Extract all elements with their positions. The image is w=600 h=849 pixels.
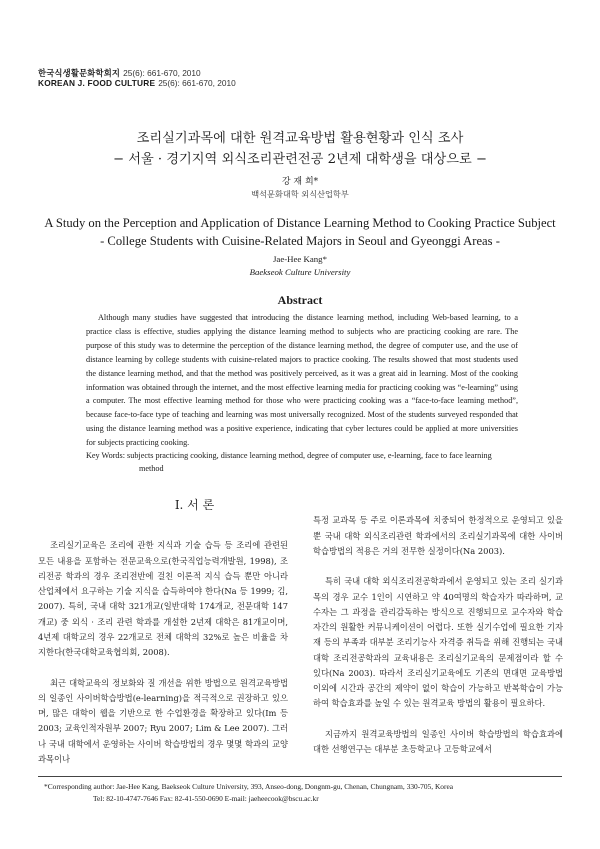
footnote-divider xyxy=(38,776,562,777)
paragraph: 조리실기교육은 조리에 관한 지식과 기술 습득 등 조리에 관련된 모든 내용을 포함하는 전문교육으로(한국직업능력개발원, 1998), 조리전공 학과의 경우 조리전반에 걸친 이론적 지식 습득 뿐만 아니라 산업체에서 요구하는 기술 지식을 습득하여야 한다(Na 등 1999; 김, 2007). 특히, 국내 대학 321개교(일반대학 174개교, 전문대학 147개교) 중 외식 · 조리 관련 학과를 개설한 2년제 대학은 81개교이며, 4년제 대학교의 경우 22개교로 전체 대학의 32%로 높은 비율을 차지한다(한국대학교육협의회, 2008). xyxy=(38,540,288,657)
paragraph: 지금까지 원격교육방법의 일종인 사이버 학습방법의 학습효과에 대한 선행연구는 대부분 초등학교나 고등학교에서 xyxy=(313,728,563,754)
affiliation-en: Baekseok Culture University xyxy=(249,267,351,277)
keywords xyxy=(86,450,518,475)
subtitle-kr: − 서울 · 경기지역 외식조리관련전공 2년제 대학생을 대상으로 − xyxy=(113,152,487,167)
right-column xyxy=(313,498,563,773)
subtitle-en: - College Students with Cuisine-Related Majors in Seoul and Gyeonggi Areas - xyxy=(100,234,500,248)
left-column xyxy=(38,523,288,782)
keywords-text: subjects practicing cooking, distance learning method, degree of computer use, e-learning, face to face learning method xyxy=(127,451,492,473)
abstract-body: Although many studies have suggested that introducing the distance learning method, including Web-based learning, to a practice class is effective, studies applying the distance learning method to subjects who are practicing cooking are rare. The purpose of this study was to determine the perception of the distance learning method, the degree of computer use, and the use of distance learning by college students with cuisine-related majors to practice cooking. The results showed that most students used the distance learning method, and that the method was positively perceived, as it was a great aid in learning. Most of the cooking information was obtained through the internet, and the most effective learning media for practicing cooking was “e-learning” using a computer. The most effective learning method for those who were practicing cooking was a “face-to-face learning method”, because face-to-face type of teaching and learning was most universally recognized. Most of the students surveyed responded that using the distance learning method was a positive experience, indicating that cyber lectures could be applied at more universities for subjects practicing cooking. xyxy=(86,313,518,448)
journal-header-en xyxy=(38,78,236,88)
abstract-heading: Abstract xyxy=(277,293,323,307)
footnote-contact: Tel: 82-10-4747-7646 Fax: 82-41-550-0690 E-mail: jaeheecook@bscu.ac.kr xyxy=(93,794,319,803)
paragraph: 최근 대학교육의 정보화와 질 개선을 위한 방법으로 원격교육방법의 일종인 사이버학습방법(e-learning)을 적극적으로 권장하고 있으며, 많은 대학이 웹을 기반으로 한 수업환경을 확장하고 있다(Im 등 2003; 교육인적자원부 2007; Ryu 2007; Lim & Lee 2007). 그러나 국내 대학에서 운영하는 사이버 학습방법의 경우 몇몇 학과의 교양과목이나 xyxy=(38,677,288,764)
keywords-label: Key Words: xyxy=(86,451,125,460)
journal-name-en: KOREAN J. FOOD CULTURE xyxy=(38,78,156,88)
section-heading-introduction: Ⅰ. 서 론 xyxy=(174,498,215,512)
journal-volume-en: 25(6): 661-670, 2010 xyxy=(158,78,236,88)
journal-name-kr: 한국식생활문화학회지 xyxy=(38,68,121,78)
title-en: A Study on the Perception and Application of Distance Learning Method to Cooking Practice Subject xyxy=(44,216,556,230)
title-kr: 조리실기과목에 대한 원격교육방법 활용현황과 인식 조사 xyxy=(136,131,464,146)
paragraph: 특정 교과목 등 주로 이론과목에 치중되어 한정적으로 운영되고 있을 뿐 국내 대학 외식조리관련 학과에서의 조리실기과목에 대한 사이버 학습방법의 적용은 거의 전무한 실정이다(Na 2003). xyxy=(313,515,563,556)
footnote-correspondence: *Corresponding author: Jae-Hee Kang, Baekseok Culture University, 393, Anseo-dong, Dongnm-gu, Chenan, Chungnam, 330-705, Korea xyxy=(44,782,454,791)
journal-volume-kr: 25(6): 661-670, 2010 xyxy=(123,68,201,78)
paragraph: 특히 국내 대학 외식조리전공학과에서 운영되고 있는 조리 실기과목의 경우 교수 1인이 시연하고 약 40여명의 학습자가 따라하며, 교수자는 그 과정을 관리감독하는 방식으로 진행되므로 교수자와 학습자간의 원활한 커뮤니케이션이 어렵다. 또한 실기수업에 필요한 기자재 등의 부족과 대부분 조리기능사 자격증 취득을 위해 진행되는 국내 대학 조리전공학과의 교육내용은 조리실기교육의 문제점이라 할 수 있다(Na 2003). 따라서 조리실기교육에도 기존의 면대면 교육방법 이외에 시간과 공간의 제약이 없이 학습이 가능하고 반복학습이 가능하여 학습효과를 높일 수 있는 원격교육 방법의 활용이 필요하다. xyxy=(313,576,563,709)
author-en: Jae-Hee Kang* xyxy=(273,254,327,264)
author-kr: 강 재 희* xyxy=(281,177,319,187)
affiliation-kr: 백석문화대학 외식산업학부 xyxy=(251,189,349,199)
